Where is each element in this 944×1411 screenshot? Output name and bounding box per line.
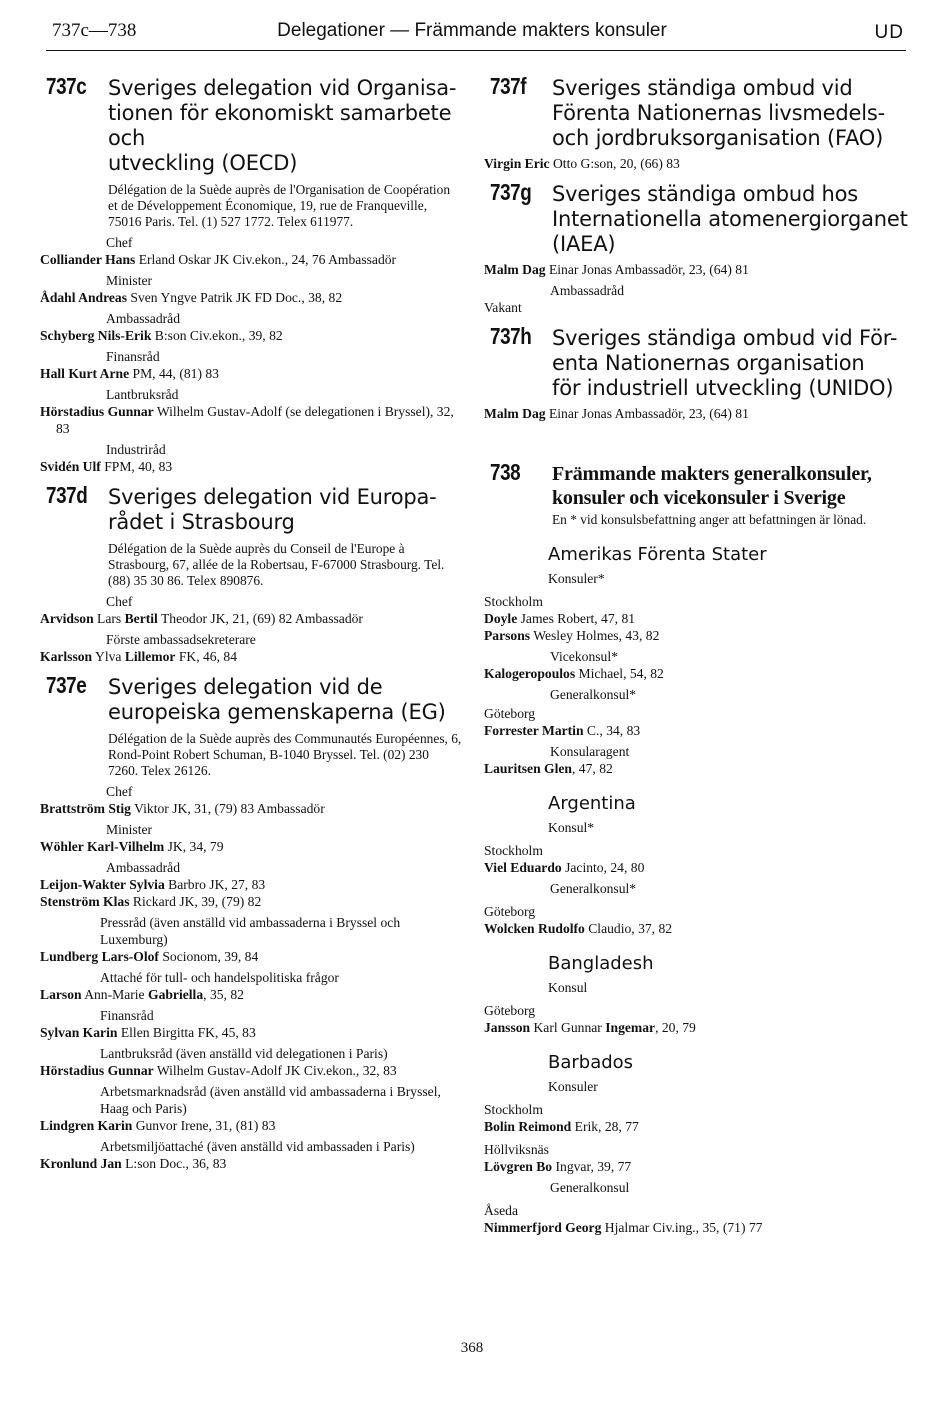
person-entry: Arvidson Lars Bertil Theodor JK, 21, (69) 82 Ambassadör <box>40 611 363 626</box>
section-note: En * vid konsulsbefattning anger att befattningen är lönad. <box>552 512 867 527</box>
title-line: Sveriges ständiga ombud vid <box>552 76 853 100</box>
role-label: Chef <box>106 594 133 609</box>
person-entry: Stenström Klas Rickard JK, 39, (79) 82 <box>40 894 262 909</box>
city-label: Göteborg <box>484 706 536 721</box>
section-title <box>108 76 462 176</box>
header-section: UD <box>874 22 904 43</box>
section-address: Délégation de la Suède auprès de l'Organisation de Coopération et de Développement Économique, 19, rue de Franqueville, 75016 Paris. Tel. (1) 527 1772. Telex 611977. <box>108 182 451 229</box>
title-line: Internationella atomenergiorganet <box>552 207 908 231</box>
person-entry: Kalogeropoulos Michael, 54, 82 <box>484 666 664 681</box>
person-entry: Viel Eduardo Jacinto, 24, 80 <box>484 860 645 875</box>
section-title <box>552 76 908 151</box>
person-entry: Wolcken Rudolfo Claudio, 37, 82 <box>484 921 673 936</box>
person-entry: Brattström Stig Viktor JK, 31, (79) 83 Ambassadör <box>40 801 325 816</box>
person-entry: Virgin Eric Otto G:son, 20, (66) 83 <box>484 156 680 171</box>
title-line: Sveriges delegation vid de <box>108 675 383 699</box>
section-title <box>552 462 908 510</box>
consul-category: Generalkonsul* <box>550 881 637 896</box>
header-rule <box>46 50 906 51</box>
section-number: 737f <box>490 73 527 99</box>
person-entry: Jansson Karl Gunnar Ingemar, 20, 79 <box>484 1020 696 1035</box>
title-line: tionen för ekonomiskt samarbete och <box>108 101 452 150</box>
city-label: Åseda <box>484 1203 518 1218</box>
section-number: 737c <box>46 73 87 99</box>
person-entry: Leijon-Wakter Sylvia Barbro JK, 27, 83 <box>40 877 266 892</box>
title-line: (IAEA) <box>552 232 616 256</box>
city-label: Stockholm <box>484 843 543 858</box>
section-737g <box>484 179 908 316</box>
section-number: 737d <box>46 482 88 508</box>
title-line: Sveriges ständiga ombud vid För- <box>552 326 898 350</box>
person-entry: Lundberg Lars-Olof Socionom, 39, 84 <box>40 949 259 964</box>
header-page-range: 737c—738 <box>52 20 137 41</box>
role-label: Arbetsmarknadsråd (även anställd vid ambassaderna i Bryssel, Haag och Paris) <box>100 1084 441 1116</box>
role-label: Attaché för tull- och handelspolitiska frågor <box>100 970 339 985</box>
section-737h <box>484 323 908 422</box>
role-label: Finansråd <box>106 349 160 364</box>
title-line: Sveriges ständiga ombud hos <box>552 182 859 206</box>
person-entry: Hall Kurt Arne PM, 44, (81) 83 <box>40 366 219 381</box>
title-line: europeiska gemenskaperna (EG) <box>108 700 446 724</box>
person-entry: Lindgren Karin Gunvor Irene, 31, (81) 83 <box>40 1118 276 1133</box>
person-entry: Ådahl Andreas Sven Yngve Patrik JK FD Doc., 38, 82 <box>40 290 343 305</box>
section-738 <box>484 459 908 1236</box>
section-title <box>552 326 908 401</box>
country-heading: Argentina <box>548 793 636 814</box>
person-entry: Forrester Martin C., 34, 83 <box>484 723 641 738</box>
role-label: Förste ambassadsekreterare <box>106 632 256 647</box>
consul-category: Konsuler* <box>548 571 605 586</box>
section-number: 737e <box>46 672 87 698</box>
role-label: Chef <box>106 784 133 799</box>
left-column <box>40 73 462 1182</box>
section-title <box>552 182 908 257</box>
person-entry: Sylvan Karin Ellen Birgitta FK, 45, 83 <box>40 1025 256 1040</box>
title-line: och jordbruksorganisation (FAO) <box>552 126 884 150</box>
role-label: Finansråd <box>100 1008 154 1023</box>
page-number: 368 <box>460 1340 484 1356</box>
country-heading: Amerikas Förenta Stater <box>548 544 767 565</box>
city-label: Stockholm <box>484 594 543 609</box>
role-label: Industriråd <box>106 442 166 457</box>
city-label: Göteborg <box>484 1003 536 1018</box>
role-label: Ambassadråd <box>550 283 624 298</box>
person-entry: Lövgren Bo Ingvar, 39, 77 <box>484 1159 632 1174</box>
country-heading: Bangladesh <box>548 953 654 974</box>
title-line: rådet i Strasbourg <box>108 510 295 534</box>
title-line: för industriell utveckling (UNIDO) <box>552 376 894 400</box>
section-number: 738 <box>490 459 521 485</box>
section-title <box>108 675 462 725</box>
section-address: Délégation de la Suède auprès du Conseil de l'Europe à Strasbourg, 67, allée de la Robertsau, F-67000 Strasbourg. Tel. (88) 35 30 86. Telex 890876. <box>108 541 445 588</box>
title-line: utveckling (OECD) <box>108 151 298 175</box>
section-title <box>108 485 462 535</box>
title-line: enta Nationernas organisation <box>552 351 865 375</box>
role-label: Lantbruksråd (även anställd vid delegationen i Paris) <box>100 1046 388 1061</box>
person-entry: Svidén Ulf FPM, 40, 83 <box>40 459 173 474</box>
person-entry: Vakant <box>484 300 522 315</box>
city-label: Höllviksnäs <box>484 1142 549 1157</box>
consul-category: Konsuler <box>548 1079 598 1094</box>
person-entry: Karlsson Ylva Lillemor FK, 46, 84 <box>40 649 237 664</box>
role-label: Pressråd (även anställd vid ambassaderna i Bryssel och Luxemburg) <box>100 915 401 947</box>
consul-category: Generalkonsul* <box>550 687 637 702</box>
person-entry: Doyle James Robert, 47, 81 <box>484 611 636 626</box>
person-entry: Colliander Hans Erland Oskar JK Civ.ekon., 24, 76 Ambassadör <box>40 252 397 267</box>
consul-category: Vicekonsul* <box>550 649 618 664</box>
title-line: Förenta Nationernas livsmedels- <box>552 101 885 125</box>
section-737c <box>40 73 462 475</box>
role-label: Ambassadråd <box>106 311 180 326</box>
person-entry: Nimmerfjord Georg Hjalmar Civ.ing., 35, (71) 77 <box>484 1220 763 1235</box>
person-entry: Hörstadius Gunnar Wilhelm Gustav-Adolf JK Civ.ekon., 32, 83 <box>40 1063 397 1078</box>
consul-category: Generalkonsul <box>550 1180 630 1195</box>
section-737d <box>40 482 462 665</box>
city-label: Stockholm <box>484 1102 543 1117</box>
title-line: konsuler och vicekonsuler i Sverige <box>552 487 846 509</box>
consul-category: Konsul* <box>548 820 595 835</box>
person-entry: Hörstadius Gunnar Wilhelm Gustav-Adolf (se delegationen i Bryssel), 32, 83 <box>40 404 454 436</box>
person-entry: Wöhler Karl-Vilhelm JK, 34, 79 <box>40 839 224 854</box>
person-entry: Schyberg Nils-Erik B:son Civ.ekon., 39, 82 <box>40 328 283 343</box>
role-label: Ambassadråd <box>106 860 180 875</box>
person-entry: Parsons Wesley Holmes, 43, 82 <box>484 628 660 643</box>
consul-category: Konsularagent <box>550 744 630 759</box>
role-label: Chef <box>106 235 133 250</box>
consul-category: Konsul <box>548 980 588 995</box>
section-number: 737g <box>490 179 532 205</box>
person-entry: Lauritsen Glen, 47, 82 <box>484 761 613 776</box>
country-heading: Barbados <box>548 1052 634 1073</box>
role-label: Minister <box>106 273 153 288</box>
person-entry: Malm Dag Einar Jonas Ambassadör, 23, (64) 81 <box>484 406 749 421</box>
section-737f <box>484 73 908 172</box>
person-entry: Malm Dag Einar Jonas Ambassadör, 23, (64) 81 <box>484 262 749 277</box>
section-737e <box>40 672 462 1172</box>
page-header <box>0 20 944 60</box>
right-column <box>484 73 908 1246</box>
role-label: Arbetsmiljöattaché (även anställd vid ambassaden i Paris) <box>100 1139 415 1154</box>
city-label: Göteborg <box>484 904 536 919</box>
person-entry: Kronlund Jan L:son Doc., 36, 83 <box>40 1156 227 1171</box>
header-title: Delegationer — Främmande makters konsuler <box>277 20 667 41</box>
title-line: Främmande makters generalkonsuler, <box>552 463 872 485</box>
title-line: Sveriges delegation vid Organisa- <box>108 76 457 100</box>
title-line: Sveriges delegation vid Europa- <box>108 485 437 509</box>
role-label: Minister <box>106 822 153 837</box>
section-number: 737h <box>490 323 532 349</box>
role-label: Lantbruksråd <box>106 387 179 402</box>
person-entry: Bolin Reimond Erik, 28, 77 <box>484 1119 639 1134</box>
section-address: Délégation de la Suède auprès des Communautés Européennes, 6, Rond-Point Robert Schuman, B-1040 Bryssel. Tel. (02) 230 7260. Telex 26126. <box>108 731 462 778</box>
person-entry: Larson Ann-Marie Gabriella, 35, 82 <box>40 987 244 1002</box>
